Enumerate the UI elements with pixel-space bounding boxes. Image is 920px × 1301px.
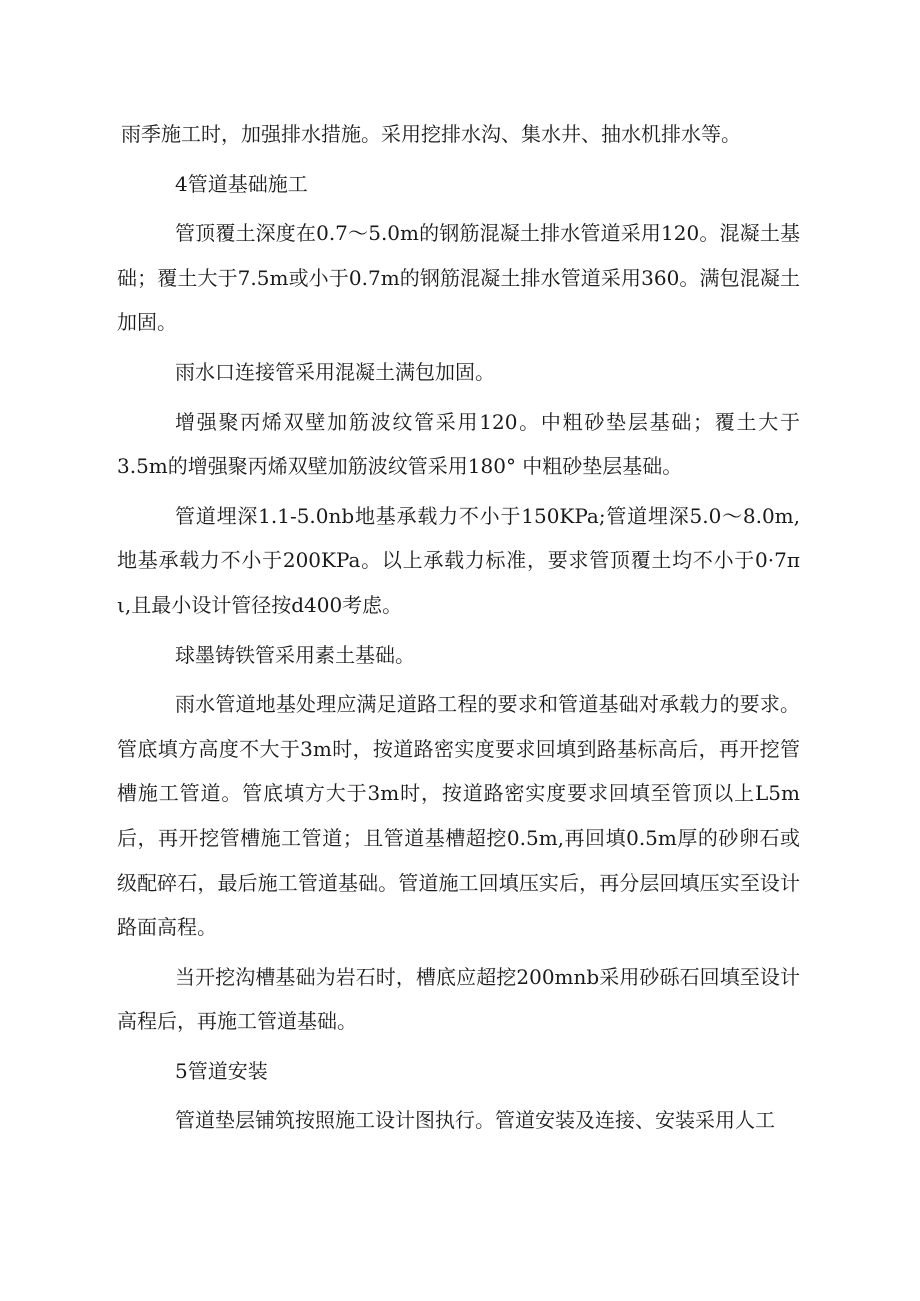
paragraph-concrete-pipe-foundation: 管顶覆土深度在0.7～5.0m的钢筋混凝土排水管道采用120。混凝土基础；覆土大于7.5m或小于0.7m的钢筋混凝土排水管道采用360。满包混凝土加固。 bbox=[117, 221, 800, 335]
paragraph-ductile-iron-pipe: 球墨铸铁管采用素土基础。 bbox=[175, 642, 415, 667]
document-body bbox=[117, 112, 800, 1143]
paragraph-bearing-capacity: 管道埋深1.1-5.0nb地基承载力不小于150KPa;管道埋深5.0～8.0m,地基承载力不小于200KPa。以上承载力标准，要求管顶覆土均不小于0·7π ι,且最小设计管径按d400考虑。 bbox=[117, 503, 800, 617]
paragraph-rainy-season-drainage: 雨季施工时，加强排水措施。采用挖排水沟、集水井、抽水机排水等。 bbox=[121, 122, 741, 146]
paragraph-subgrade-treatment: 雨水管道地基处理应满足道路工程的要求和管道基础对承载力的要求。管底填方高度不大于3m时，按道路密实度要求回填到路基标高后，再开挖管槽施工管道。管底填方大于3m时，按道路密实度要求回填至管顶以上L5m后，再开挖管槽施工管道；且管道基槽超挖0.5m,再回填0.5m厚的砂卵石或级配碎石，最后施工管道基础。管道施工回填压实后，再分层回填压实至设计路面高程。 bbox=[117, 692, 800, 940]
section-heading-pipe-installation: 5管道安装 bbox=[175, 1058, 268, 1083]
paragraph-inlet-connection-pipe: 雨水口连接管采用混凝土满包加固。 bbox=[175, 359, 495, 384]
paragraph-rock-trench-base: 当开挖沟槽基础为岩石时，槽底应超挖200mnb采用砂砾石回填至设计高程后，再施工管道基础。 bbox=[117, 964, 800, 1034]
section-heading-pipe-foundation: 4管道基础施工 bbox=[175, 171, 308, 196]
paragraph-bedding-and-installation: 管道垫层铺筑按照施工设计图执行。管道安装及连接、安装采用人工 bbox=[175, 1108, 775, 1133]
paragraph-corrugated-pipe-bedding: 增强聚丙烯双壁加筋波纹管采用120。中粗砂垫层基础；覆土大于3.5m的增强聚丙烯双壁加筋波纹管采用180° 中粗砂垫层基础。 bbox=[117, 409, 800, 479]
